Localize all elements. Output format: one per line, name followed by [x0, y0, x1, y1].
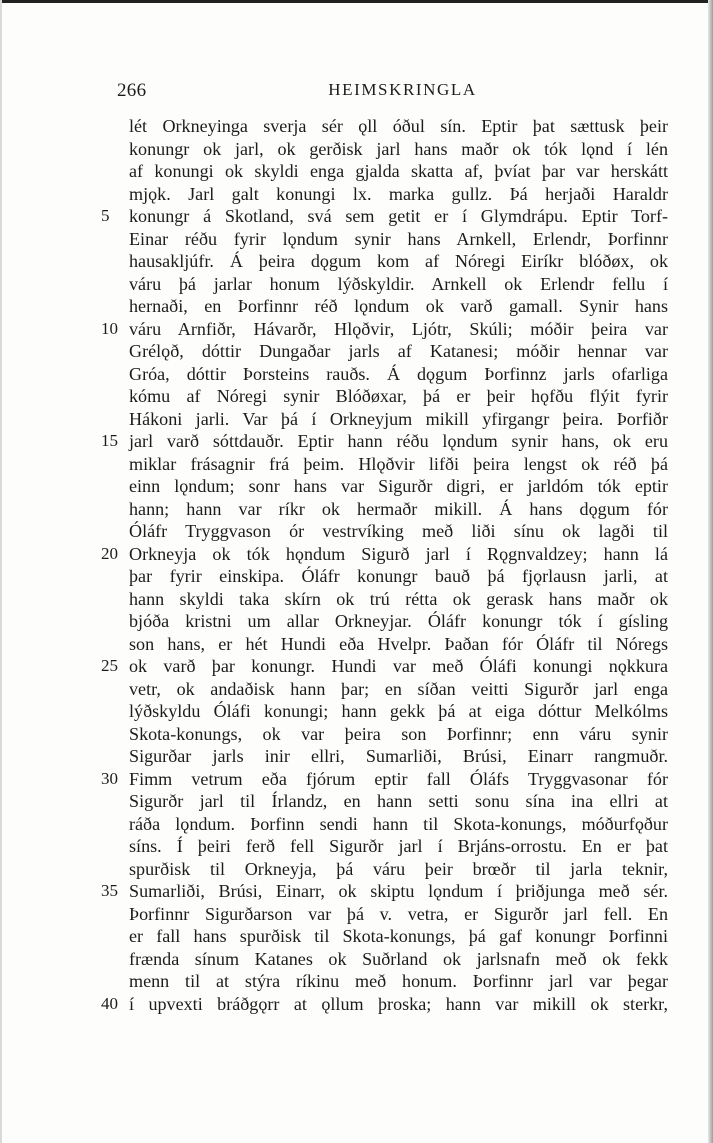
line-number: 20 [101, 543, 118, 563]
line-text: einn lǫndum; sonr hans var Sigurðr digri, er jarldóm tók eptir [129, 476, 668, 496]
text-line [129, 520, 668, 543]
line-text: váru Arnfiðr, Hávarðr, Hlǫðvir, Ljótr, Skúli; móðir þeira var [129, 318, 668, 339]
text-line [129, 835, 668, 858]
text-line [129, 903, 668, 926]
text-line [129, 183, 668, 206]
line-text: miklar frásagnir frá þeim. Hlǫðvir lifði þeira lengst ok réð þá [129, 453, 668, 474]
line-text: hausakljúfr. Á þeira dǫgum kom af Nóregi Eiríkr blóðøx, ok [129, 251, 668, 271]
text-line [129, 925, 668, 948]
text-line [129, 115, 668, 138]
line-text: Orkneyja ok tók hǫndum Sigurð jarl í Rǫgnvaldzey; hann lá [129, 543, 668, 564]
text-line [129, 363, 668, 386]
line-text: hernaði, en Þorfinnr réð lǫndum ok varð gamall. Synir hans [129, 296, 668, 316]
text-line [101, 880, 668, 903]
text-line [129, 228, 668, 251]
body-text [101, 115, 668, 1015]
line-text: váru þá jarlar honum lýðskyldir. Arnkell ok Erlendr fellu í [129, 273, 668, 294]
text-line [129, 858, 668, 881]
line-text: Skota-konungs, ok var þeira son Þorfinnr; enn váru synir [129, 723, 668, 744]
text-line [129, 745, 668, 768]
line-text: síns. Í þeiri ferð fell Sigurðr jarl í Brjáns-orrostu. En er þat [129, 836, 668, 856]
line-text: lét Orkneyinga sverja sér ǫll óðul sín. Eptir þat sættusk þeir [129, 116, 668, 136]
line-number: 15 [101, 431, 118, 450]
line-text: jarl varð sóttdauðr. Eptir hann réðu lǫndum synir hans, ok eru [129, 431, 668, 451]
line-text: er fall hans spurðisk til Skota-konungs, þá gaf konungr Þorfinni [129, 926, 668, 946]
line-number: 40 [101, 993, 118, 1013]
line-text: konungr á Skotland, svá sem getit er í Glymdrápu. Eptir Torf- [129, 206, 668, 226]
text-line [101, 655, 668, 678]
text-line [129, 588, 668, 611]
text-line [129, 970, 668, 993]
text-line [129, 813, 668, 836]
page-number: 266 [117, 80, 147, 101]
text-line [101, 768, 668, 791]
line-text: Grélǫð, dóttir Dungaðar jarls af Katanesi; móðir hennar var [129, 341, 668, 361]
text-line [101, 543, 668, 566]
text-line [129, 250, 668, 273]
text-line [101, 430, 668, 453]
line-text: bjóða kristni um allar Orkneyjar. Óláfr konungr tók í gísling [129, 611, 668, 631]
scan-top-edge [0, 0, 713, 3]
text-line [101, 993, 668, 1016]
line-text: lýðskyldu Óláfi konungi; hann gekk þá at eiga dóttur Melkólms [129, 701, 668, 721]
text-line [129, 160, 668, 183]
page-header [113, 80, 666, 104]
line-text: Sigurðar jarls inir ellri, Sumarliði, Brúsi, Einarr rangmuðr. [129, 746, 668, 766]
text-line [129, 610, 668, 633]
line-text: konungr ok jarl, ok gerðisk jarl hans maðr ok tók lǫnd í lén [129, 138, 668, 159]
line-text: spurðisk til Orkneyja, þá váru þeir brœðr til jarla teknir, [129, 858, 668, 879]
text-line [129, 723, 668, 746]
line-text: Gróa, dóttir Þorsteins rauðs. Á dǫgum Þorfinnz jarls ofarliga [129, 363, 668, 384]
text-line [129, 498, 668, 521]
line-text: ok varð þar konungr. Hundi var með Óláfi konungi nǫkkura [129, 656, 668, 676]
text-line [101, 318, 668, 341]
line-text: Óláfr Tryggvason ór vestrvíking með liði sínu ok lagði til [129, 521, 668, 541]
text-line [129, 138, 668, 161]
line-text: vetr, ok andaðisk hann þar; en síðan veitti Sigurðr jarl enga [129, 678, 668, 699]
line-text: menn til at stýra ríkinu með honum. Þorfinnr jarl var þegar [129, 971, 668, 991]
text-line [129, 385, 668, 408]
line-number: 5 [101, 206, 110, 225]
text-line [129, 475, 668, 498]
text-line [129, 790, 668, 813]
scan-left-edge [0, 0, 2, 1143]
line-text: kómu af Nóregi synir Blóðøxar, þá er þeir hǫfðu flýit fyrir [129, 386, 668, 406]
scan-right-edge [708, 0, 713, 1143]
text-line [129, 700, 668, 723]
text-line [101, 205, 668, 228]
line-text: Fimm vetrum eða fjórum eptir fall Óláfs Tryggvasonar fór [129, 768, 668, 789]
line-text: Sumarliði, Brúsi, Einarr, ok skiptu lǫndum í þriðjunga með sér. [129, 881, 668, 901]
text-line [129, 633, 668, 656]
line-text: mjǫk. Jarl galt konungi lx. marka gullz. Þá herjaði Haraldr [129, 183, 668, 204]
text-line [129, 453, 668, 476]
text-line [129, 273, 668, 296]
text-line [129, 948, 668, 971]
line-number: 10 [101, 318, 118, 338]
line-number: 35 [101, 881, 118, 900]
line-number: 25 [101, 656, 118, 675]
line-text: hann skyldi taka skírn ok trú rétta ok gerask hans maðr ok [129, 588, 668, 609]
line-text: Hákoni jarli. Var þá í Orkneyjum mikill yfirgangr þeira. Þorfiðr [129, 408, 668, 429]
line-text: frænda sínum Katanes ok Suðrland ok jarlsnafn með ok fekk [129, 948, 668, 969]
text-line [129, 678, 668, 701]
text-line [129, 408, 668, 431]
line-text: ráða lǫndum. Þorfinn sendi hann til Skota-konungs, móðurfǫður [129, 813, 668, 834]
running-title: HEIMSKRINGLA [328, 80, 477, 99]
line-text: Sigurðr jarl til Írlandz, en hann setti sonu sína ina ellri at [129, 791, 668, 811]
line-text: af konungi ok skyldi enga gjalda skatta af, þvíat þar var herskátt [129, 161, 668, 181]
line-text: í upvexti bráðgǫrr at ǫllum þroska; hann var mikill ok sterkr, [129, 993, 668, 1014]
line-text: Einar réðu fyrir lǫndum synir hans Arnkell, Erlendr, Þorfinnr [129, 228, 668, 249]
line-text: Þorfinnr Sigurðarson var þá v. vetra, er Sigurðr jarl fell. En [129, 903, 668, 924]
line-text: þar fyrir einskipa. Óláfr konungr bauð þá fjǫrlausn jarli, at [129, 566, 668, 586]
line-number: 30 [101, 768, 118, 788]
line-text: son hans, er hét Hundi eða Hvelpr. Þaðan fór Óláfr til Nóregs [129, 633, 668, 654]
text-line [129, 340, 668, 363]
line-text: hann; hann var ríkr ok hermaðr mikill. Á hans dǫgum fór [129, 498, 668, 519]
text-line [129, 295, 668, 318]
text-line [129, 565, 668, 588]
